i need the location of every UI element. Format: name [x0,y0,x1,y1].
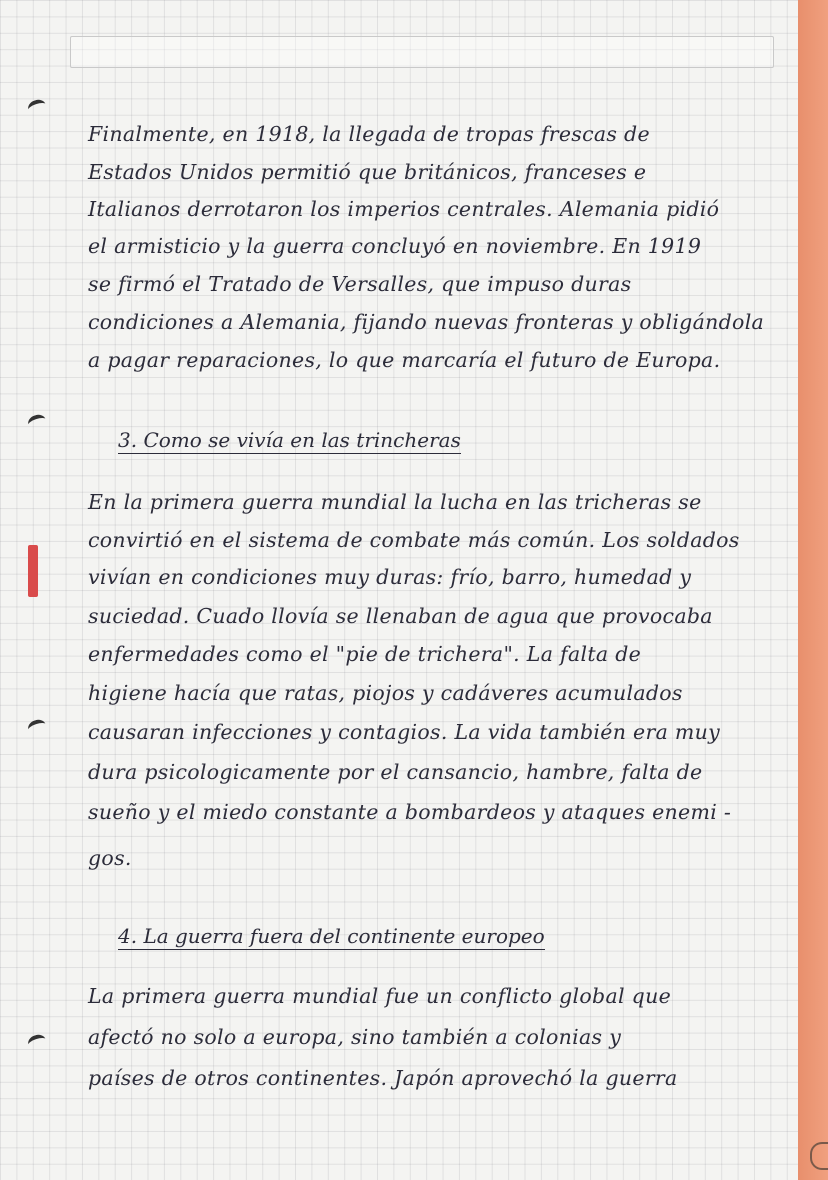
text-line: países de otros continentes. Japón aprovechó la guerra [88,1066,678,1090]
text-line: La primera guerra mundial fue un conflicto global que [88,984,672,1008]
divider-tab-edge [798,0,828,1180]
text-line: Estados Unidos permitió que británicos, franceses e [88,160,647,184]
text-line: se firmó el Tratado de Versalles, que impuso duras [88,272,632,296]
text-line: vivían en condiciones muy duras: frío, barro, humedad y [88,565,692,589]
text-line: el armisticio y la guerra concluyó en noviembre. En 1919 [88,234,702,258]
header-box [70,36,774,68]
binder-ring-icon [26,718,47,737]
section-heading: 4. La guerra fuera del continente europeo [118,924,545,948]
text-line: enfermedades como el "pie de trichera". La falta de [88,642,642,666]
page-corner-mark [810,1142,828,1170]
text-line: causaran infecciones y contagios. La vida también era muy [88,720,721,744]
text-line: Italianos derrotaron los imperios centrales. Alemania pidió [88,197,720,221]
text-line: sueño y el miedo constante a bombardeos y ataques enemi - [88,800,732,824]
text-line: higiene hacía que ratas, piojos y cadáveres acumulados [88,681,683,705]
section-heading: 3. Como se vivía en las trincheras [118,428,461,452]
text-line: En la primera guerra mundial la lucha en las tricheras se [88,490,702,514]
text-line: gos. [88,846,132,870]
text-line: a pagar reparaciones, lo que marcaría el futuro de Europa. [88,348,721,372]
binder-ring-icon [26,98,47,117]
text-line: afectó no solo a europa, sino también a colonias y [88,1025,622,1049]
brand-logo-icon [28,545,38,597]
text-line: condiciones a Alemania, fijando nuevas fronteras y obligándola [88,310,765,334]
binder-ring-icon [26,413,47,432]
text-line: dura psicologicamente por el cansancio, hambre, falta de [88,760,703,784]
binder-ring-icon [26,1033,47,1052]
text-line: convirtió en el sistema de combate más común. Los soldados [88,528,740,552]
text-line: suciedad. Cuado llovía se llenaban de agua que provocaba [88,604,713,628]
text-line: Finalmente, en 1918, la llegada de tropas frescas de [88,122,650,146]
